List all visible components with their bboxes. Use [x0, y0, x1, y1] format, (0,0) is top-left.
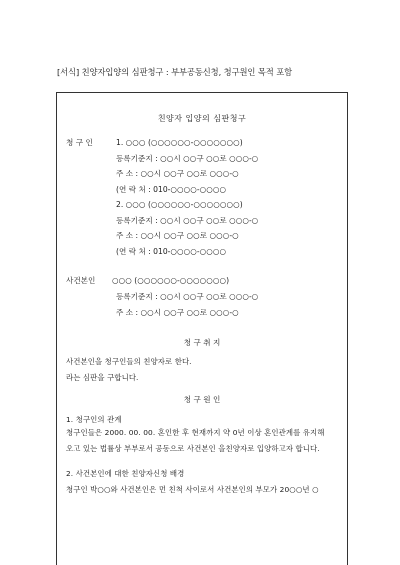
claimant2-registry: 등록기준지 : ○○시 ○○구 ○○로 ○○○-○: [116, 216, 259, 225]
claimant1-phone: (연 락 처 : 010-○○○○-○○○○: [116, 185, 227, 194]
document-title: 친양자 입양의 심판청구: [157, 114, 247, 123]
section1-line-2: 오고 있는 법률상 부부로서 공동으로 사건본인 을친양자로 입양하고자 합니다.: [66, 444, 320, 453]
document-caption: [서식] 친양자입양의 심판청구 : 부부공동신청, 청구원인 목적 포함: [57, 67, 293, 77]
section1-line-1: 청구인들은 2000. 00. 00. 혼인한 후 현재까지 약 0년 이상 혼인관계를 유지해: [66, 428, 325, 437]
section1-title: 1. 청구인의 관계: [66, 415, 122, 424]
section2-title: 2. 사건본인에 대한 친양자신청 배경: [66, 469, 185, 478]
purpose-line-1: 사건본인을 청구인들의 친양자로 한다.: [66, 357, 192, 366]
claimant-label: 청 구 인: [66, 138, 93, 147]
petition-document-frame: [56, 92, 348, 565]
claimant1-name: 1. ○○○ (○○○○○○-○○○○○○○): [116, 138, 243, 147]
purpose-heading: 청 구 취 지: [183, 338, 221, 347]
subject-label: 사건본인: [66, 276, 96, 285]
subject-registry: 등록기준지 : ○○시 ○○구 ○○로 ○○○-○: [116, 292, 259, 301]
section2-line-1: 청구인 박○○와 사건본인은 먼 친척 사이로서 사건본인의 부모가 20○○년 ○: [66, 485, 319, 494]
subject-address: 주 소 : ○○시 ○○구 ○○로 ○○○-○: [116, 308, 239, 317]
subject-name: ○○○ (○○○○○○-○○○○○○○): [112, 276, 230, 285]
claimant1-address: 주 소 : ○○시 ○○구 ○○로 ○○○-○: [116, 169, 239, 178]
claimant2-name: 2. ○○○ (○○○○○○-○○○○○○○): [116, 200, 243, 209]
claimant2-phone: (연 락 처 : 010-○○○○-○○○○: [116, 247, 227, 256]
claimant2-address: 주 소 : ○○시 ○○구 ○○로 ○○○-○: [116, 231, 239, 240]
claimant1-registry: 등록기준지 : ○○시 ○○구 ○○로 ○○○-○: [116, 154, 259, 163]
reason-heading: 청 구 원 인: [183, 395, 221, 404]
purpose-line-2: 라는 심판을 구합니다.: [66, 373, 139, 382]
